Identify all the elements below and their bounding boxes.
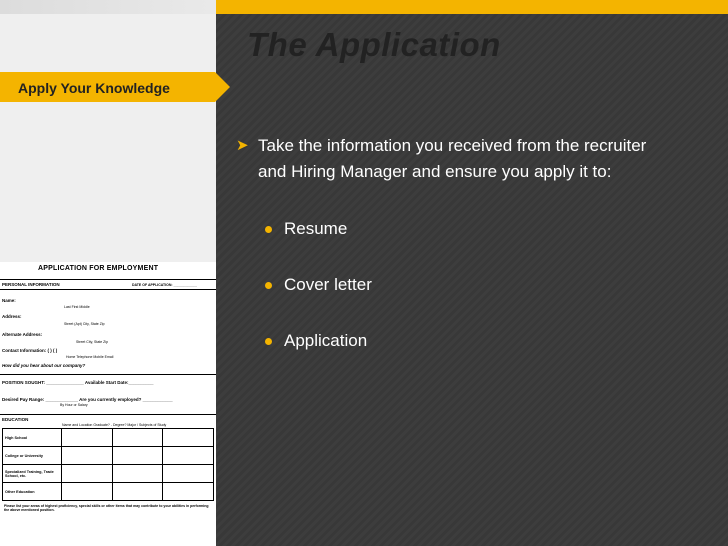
accent-strip (216, 0, 728, 14)
form-personal: PERSONAL INFORMATION (2, 282, 60, 287)
form-alt-address: Alternate Address: (2, 332, 43, 337)
divider (0, 374, 216, 375)
sub-bullet-text: Cover letter (284, 275, 372, 294)
form-edu-header: Name and Location Graduate? - Degree? Major / Subjects of Study (62, 423, 167, 427)
form-contact: Contact Information: ( ) ( ) (2, 348, 58, 353)
sub-bullet-text: Application (284, 331, 368, 350)
form-how-heard: How did you hear about our company? (2, 363, 86, 368)
education-table (2, 428, 214, 501)
edu-row-label: Specialized Training, Trade School, etc. (3, 465, 62, 483)
divider (0, 414, 216, 415)
sub-bullet (236, 273, 676, 297)
bullet-arrow-icon: ➤ (236, 137, 249, 154)
divider (0, 279, 216, 280)
bullet-dot-icon (265, 226, 272, 233)
ribbon-label: Apply Your Knowledge (18, 80, 170, 96)
form-desired-sub: By Hour or Salary (60, 403, 88, 407)
form-name: Name: (2, 298, 16, 303)
form-desired-pay: Desired Pay Range: _____________ Are you currently employed? ____________ (2, 397, 173, 402)
divider (0, 289, 216, 290)
form-title: APPLICATION FOR EMPLOYMENT (38, 265, 159, 272)
form-alt-sub: Street City, State Zip (76, 340, 109, 344)
sub-bullet (236, 329, 676, 353)
form-position: POSITION SOUGHT: _______________ Available Start Date:__________ (2, 380, 154, 385)
bullet-dot-icon (265, 338, 272, 345)
main-bullet-text: Take the information you received from the recruiter and Hiring Manager and ensure you apply it to: (258, 136, 647, 181)
sub-bullet (236, 217, 676, 241)
edu-row-label: High School (3, 429, 62, 447)
form-contact-sub: Home Telephone Mobile Email (66, 355, 114, 359)
edu-row-label: Other Education (3, 483, 62, 501)
form-name-sub: Last First Middle (64, 305, 90, 309)
slide-title: The Application (247, 26, 501, 63)
form-date: DATE OF APPLICATION: ____________ (132, 283, 197, 287)
form-footer: Please list your areas of highest proficiency, special skills or other items that may contribute to your abilities in performing the above mentioned position. (4, 504, 209, 512)
bullet-list (236, 133, 676, 353)
application-form-image (0, 262, 216, 546)
edu-row-label: College or University (3, 447, 62, 465)
sub-bullet-text: Resume (284, 219, 348, 238)
form-address-sub: Street (Apt) City, State Zip (64, 322, 105, 326)
bullet-dot-icon (265, 282, 272, 289)
form-address: Address: (2, 314, 22, 319)
form-education: EDUCATION (2, 417, 29, 422)
main-bullet (236, 133, 676, 185)
